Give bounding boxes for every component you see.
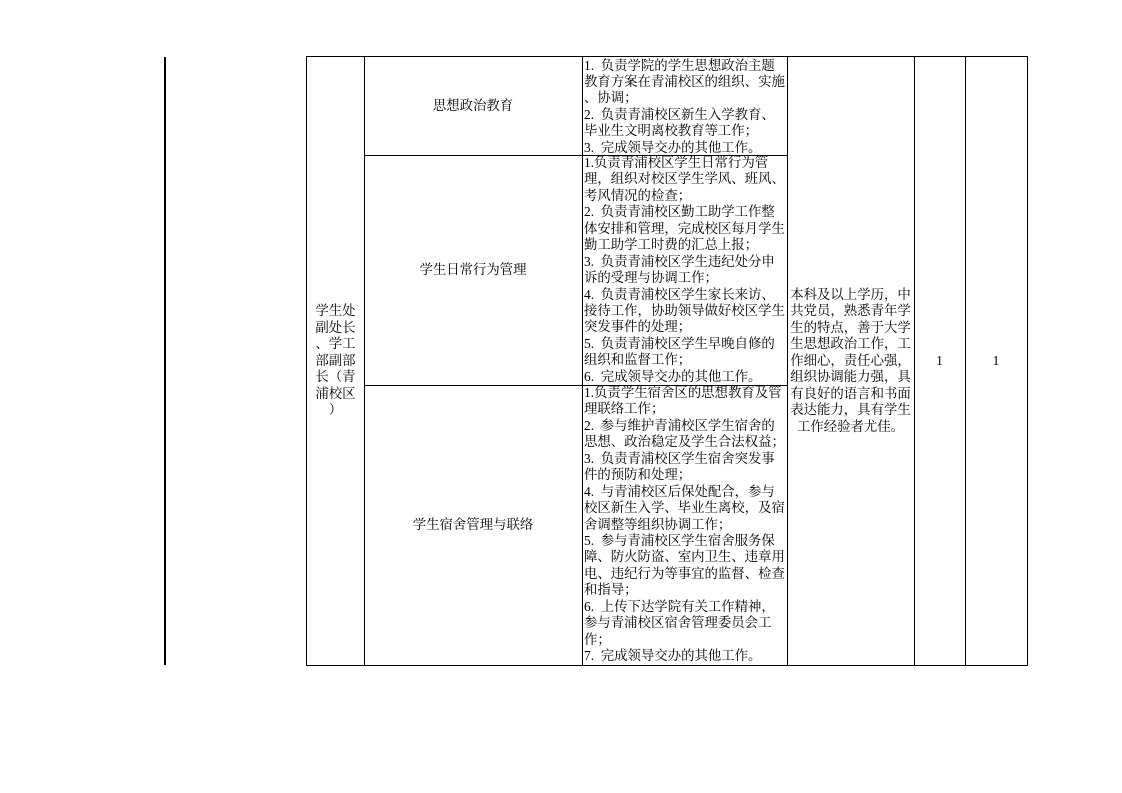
duty-category-label: 学生宿舍管理与联络 [412,516,534,532]
position-title-line: 学生处 [315,303,356,319]
duty-category-cell [364,57,582,155]
column-divider [582,57,583,665]
duty-detail-line: 3. 负责青浦校区学生宿舍突发事 [584,450,775,466]
position-title-line: ） [328,402,343,418]
requirements-line: 有良好的语言和书面 [790,385,911,401]
duty-detail-line: 1.负责青浦校区学生日常行为管 [584,155,769,170]
duty-category-label: 学生日常行为管理 [419,261,527,277]
duty-detail-line: 2. 负责青浦校区新生入学教育、 [584,106,775,122]
duty-detail-line: 接待工作，协助领导做好校区学生 [584,302,785,318]
requirements-text [787,287,914,435]
duty-detail-line: 3. 负责青浦校区学生违纪处分申 [584,253,775,269]
requirements-line: 组织协调能力强，具 [790,369,911,385]
requirements-line: 共党员，熟悉青年学 [790,303,911,319]
duty-detail-line: 4. 负责青浦校区学生家长来访、 [584,286,775,302]
requirements-line: 工作经验者尤佳。 [796,418,905,434]
duty-detail-line: 舍调整等组织协调工作； [584,516,732,532]
duty-detail-line: 诉的受理与协调工作； [584,270,718,286]
page-margin-line [164,57,166,665]
duty-detail-line: 体安排和管理，完成校区每月学生 [584,220,785,236]
requirements-line: 生思想政治工作，工 [790,336,911,352]
position-title [307,303,364,418]
duty-detail-line: 毕业生文明离校教育等工作； [584,123,759,139]
duty-category-cell [364,155,582,385]
position-title-line: 浦校区 [315,385,356,401]
duty-detail-line: 件的预防和处理； [584,467,692,483]
duty-detail-line: 1. 负责学院的学生思想政治主题 [584,57,775,73]
count-cell-1 [914,57,965,665]
position-title-line: 、学工 [315,336,356,352]
duty-detail-line: 和指导； [584,582,638,598]
duty-detail-line: 突发事件的处理； [584,319,692,335]
duty-detail-line: 教育方案在青浦校区的组织、实施 [584,73,785,89]
duty-detail-line: 思想、政治稳定及学生合法权益； [584,434,785,450]
duty-detail-line: 4. 与青浦校区后保处配合，参与 [584,483,775,499]
duty-detail-line: 电、违纪行为等事宜的监督、检查 [584,565,785,581]
duty-detail-line: 理，组织对校区学生学风、班风、 [584,171,785,187]
duty-detail-cell [584,385,787,664]
duty-detail-line: 障、防火防盗、室内卫生、违章用 [584,549,785,565]
duty-detail-line: 5. 负责青浦校区学生早晚自修的 [584,335,775,351]
duty-detail-line: 6. 上传下达学院有关工作精神， [584,598,775,614]
requirements-line: 本科及以上学历，中 [790,287,911,303]
requirements-line: 生的特点，善于大学 [790,319,911,335]
position-title-line: 部副部 [315,352,356,368]
position-title-line: 副处长 [315,319,356,335]
duty-detail-line: 、协调； [584,90,638,106]
count-value-1: 1 [936,352,943,368]
position-title-line: 长（青 [315,369,356,385]
duty-detail-line: 组织和监督工作； [584,352,692,368]
duty-detail-line: 3. 完成领导交办的其他工作。 [584,139,762,155]
duty-detail-line: 6. 完成领导交办的其他工作。 [584,368,762,384]
duty-detail-line: 2. 负责青浦校区勤工助学工作整 [584,204,775,220]
duty-detail-line: 理联络工作； [584,401,665,417]
duty-detail-cell [584,155,787,385]
requirements-line: 表达能力，具有学生 [790,402,911,418]
duty-detail-line: 考风情况的检查； [584,187,692,203]
duty-detail-line: 校区新生入学、毕业生离校，及宿 [584,500,785,516]
count-cell-2 [965,57,1027,665]
requirements-line: 作细心，责任心强， [790,352,911,368]
requirements-cell [787,57,914,665]
duty-detail-line: 5. 参与青浦校区学生宿舍服务保 [584,532,775,548]
duty-detail-line: 7. 完成领导交办的其他工作。 [584,648,762,663]
duty-detail-line: 作； [584,631,611,647]
duty-detail-line: 参与青浦校区宿舍管理委员会工 [584,615,772,631]
position-title-cell [307,57,364,665]
duty-detail-line: 勤工助学工时费的汇总上报； [584,237,759,253]
duty-detail-cell [584,58,787,157]
duty-detail-line: 2. 参与维护青浦校区学生宿舍的 [584,417,775,433]
duty-detail-line: 1.负责学生宿舍区的思想教育及管 [584,385,782,400]
count-value-2: 1 [992,352,1000,368]
duty-category-label: 思想政治教育 [432,97,514,113]
duty-category-cell [364,385,582,665]
